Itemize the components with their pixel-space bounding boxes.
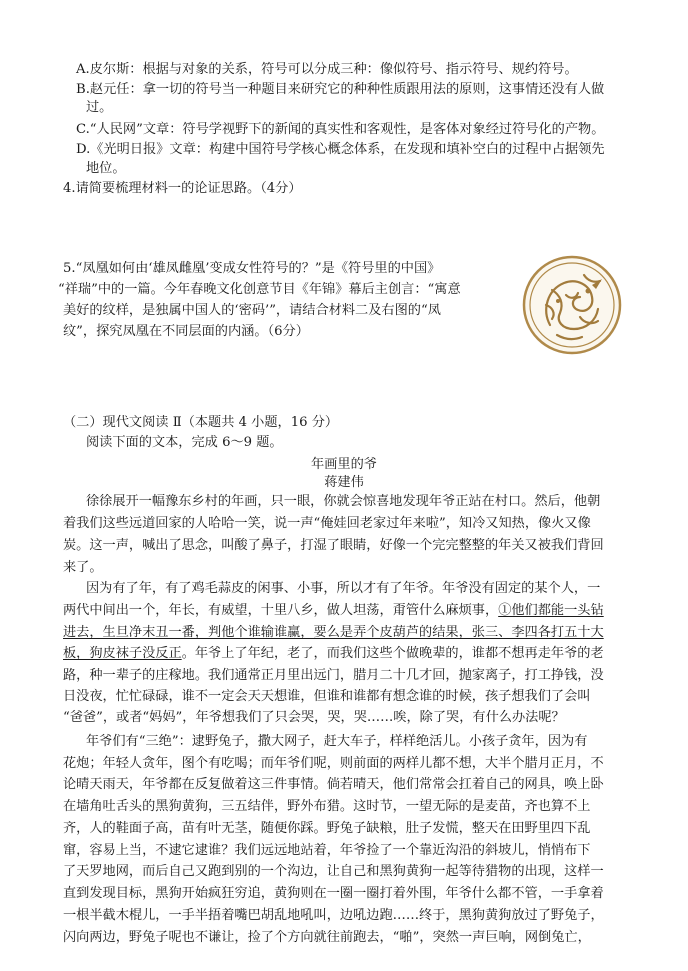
p3-line7: 了天罗地网，而后自己又跑到别的一个沟边，让自己和黑狗黄狗一起等待猎物的出现，这样一	[63, 864, 604, 879]
question-4: 4.请简要梳理材料一的论证思路。（4分）	[63, 181, 302, 196]
question-5-line2: “祥瑞”中的一篇。今年春晚文化创意节目《年锦》幕后主创言：“寓意	[58, 282, 461, 297]
phoenix-emblem-icon	[522, 255, 622, 355]
option-a: A.皮尔斯：根据与对象的关系，符号可以分成三种：像似符号、指示符号、规约符号。	[76, 62, 578, 77]
p2-line5: 路，种一辈子的庄稼地。我们通常正月里出远门，腊月二十几才回，抛家离子，打工挣钱，没	[63, 668, 604, 683]
p3-line10: 闪向两边，野兔子呢也不谦让，捡了个方向就往前跑去，“啪”，突然一声巨响，网倒兔亡，	[63, 930, 591, 945]
instruction: 阅读下面的文本，完成 6～9 题。	[86, 435, 283, 450]
option-c: C.“人民网”文章：符号学视野下的新闻的真实性和客观性，是客体对象经过符号化的产物。	[76, 122, 605, 137]
question-5-line3: 美好的纹样，是独属中国人的‘密码’”，请结合材料二及右图的“凤	[63, 303, 441, 318]
option-b-line1: B.赵元任：拿一切的符号当一种题目来研究它的种种性质跟用法的原则，这事情还没有人做	[76, 82, 605, 97]
question-5-line1: 5.“凤凰如何由‘雄凤雌凰’变成女性符号的？”是《符号里的中国》	[63, 261, 441, 276]
p2-line2-text: 两代中间出一个，年长，有威望，十里八乡，做人坦荡，甭管什么麻烦事，	[63, 603, 499, 618]
p2-line4	[63, 645, 604, 663]
p3-line6: 窜，容易上当，不逮它逮谁？我们远远地站着，年爷捡了一个靠近沟沿的斜坡儿，悄悄布下	[63, 843, 591, 858]
article-title: 年画里的爷	[311, 457, 377, 472]
section-header: （二）现代文阅读 Ⅱ（本题共 4 小题，16 分）	[63, 415, 339, 430]
option-d-line2: 地位。	[86, 161, 126, 176]
p2-line6: 日没夜，忙忙碌碌，谁不一定会天天想谁，但谁和谁都有想念谁的时候，孩子想我们了会叫	[63, 689, 591, 704]
p3-line1: 年爷们有“三绝”：逮野兔子，撒大网子，赶大车子，样样绝活儿。小孩子贪年，因为有	[86, 734, 588, 749]
underlined-sentence-1-middle: 进去，生旦净末丑一番，判他个谁输谁赢，要么是弄个皮葫芦的结果，张三、李四各打五十大	[63, 625, 604, 640]
p2-line2	[63, 602, 604, 620]
p1-line4: 来了。	[63, 560, 103, 575]
underlined-sentence-1-start: ①他们都能一头钻	[498, 603, 604, 618]
p3-line9: 一根半截木棍儿，一手半捂着嘴巴胡乱地吼叫，边吼边跑……终于，黑狗黄狗放过了野兔子，	[63, 908, 604, 923]
p1-line1: 徐徐展开一幅豫东乡村的年画，只一眼，你就会惊喜地发现年爷正站在村口。然后，他朝	[86, 494, 601, 509]
option-b-line2: 过。	[86, 100, 113, 115]
p1-line3: 炭。这一声，喊出了思念，叫酸了鼻子，打湿了眼睛，好像一个完完整整的年关又被我们背回	[63, 538, 604, 553]
article-author: 蒋建伟	[324, 475, 364, 490]
p1-line2: 着我们这些远道回家的人哈哈一笑，说一声“俺娃回老家过年来啦”，知冷又知热，像火又像	[63, 516, 591, 531]
p3-line3: 论晴天雨天，年爷都在反复做着这三件事情。倘若晴天，他们常常会扛着自己的网具，唤上卧	[63, 777, 604, 792]
p3-line4: 在墙角吐舌头的黑狗黄狗，三五结伴，野外布猎。这时节，一望无际的是麦苗，齐也算不上	[63, 799, 591, 814]
p2-line1: 因为有了年，有了鸡毛蒜皮的闲事、小事，所以才有了年爷。年爷没有固定的某个人，一	[86, 581, 601, 596]
p3-line5: 齐，人的鞋面子高，苗有叶无茎，随便你踩。野兔子缺粮，肚子发慌，整天在田野里四下乱	[63, 821, 591, 836]
p2-line7: “爸爸”，或者“妈妈”，年爷想我们了只会哭，哭，哭……唉，除了哭，有什么办法呢？	[63, 710, 565, 725]
underlined-sentence-1-end: 板，狗皮袜子没反正	[63, 646, 182, 661]
p2-line4-text: 。年爷上了年纪，老了，而我们这些个做晚辈的，谁都不想再走年爷的老	[181, 646, 604, 661]
option-d-line1: D.《光明日报》文章：构建中国符号学核心概念体系，在发现和填补空白的过程中占据领先	[76, 142, 605, 157]
p3-line2: 花炮；年轻人贪年，图个有吃喝；而年爷们呢，则前面的两样儿都不想，大半个腊月正月，不	[63, 756, 604, 771]
p3-line8: 直到发现目标，黑狗开始疯狂穷追，黄狗则在一圈一圈打着外围，年爷什么都不管，一手拿着	[63, 886, 604, 901]
question-5-line4: 纹”，探究凤凰在不同层面的内涵。（6分）	[63, 324, 309, 339]
